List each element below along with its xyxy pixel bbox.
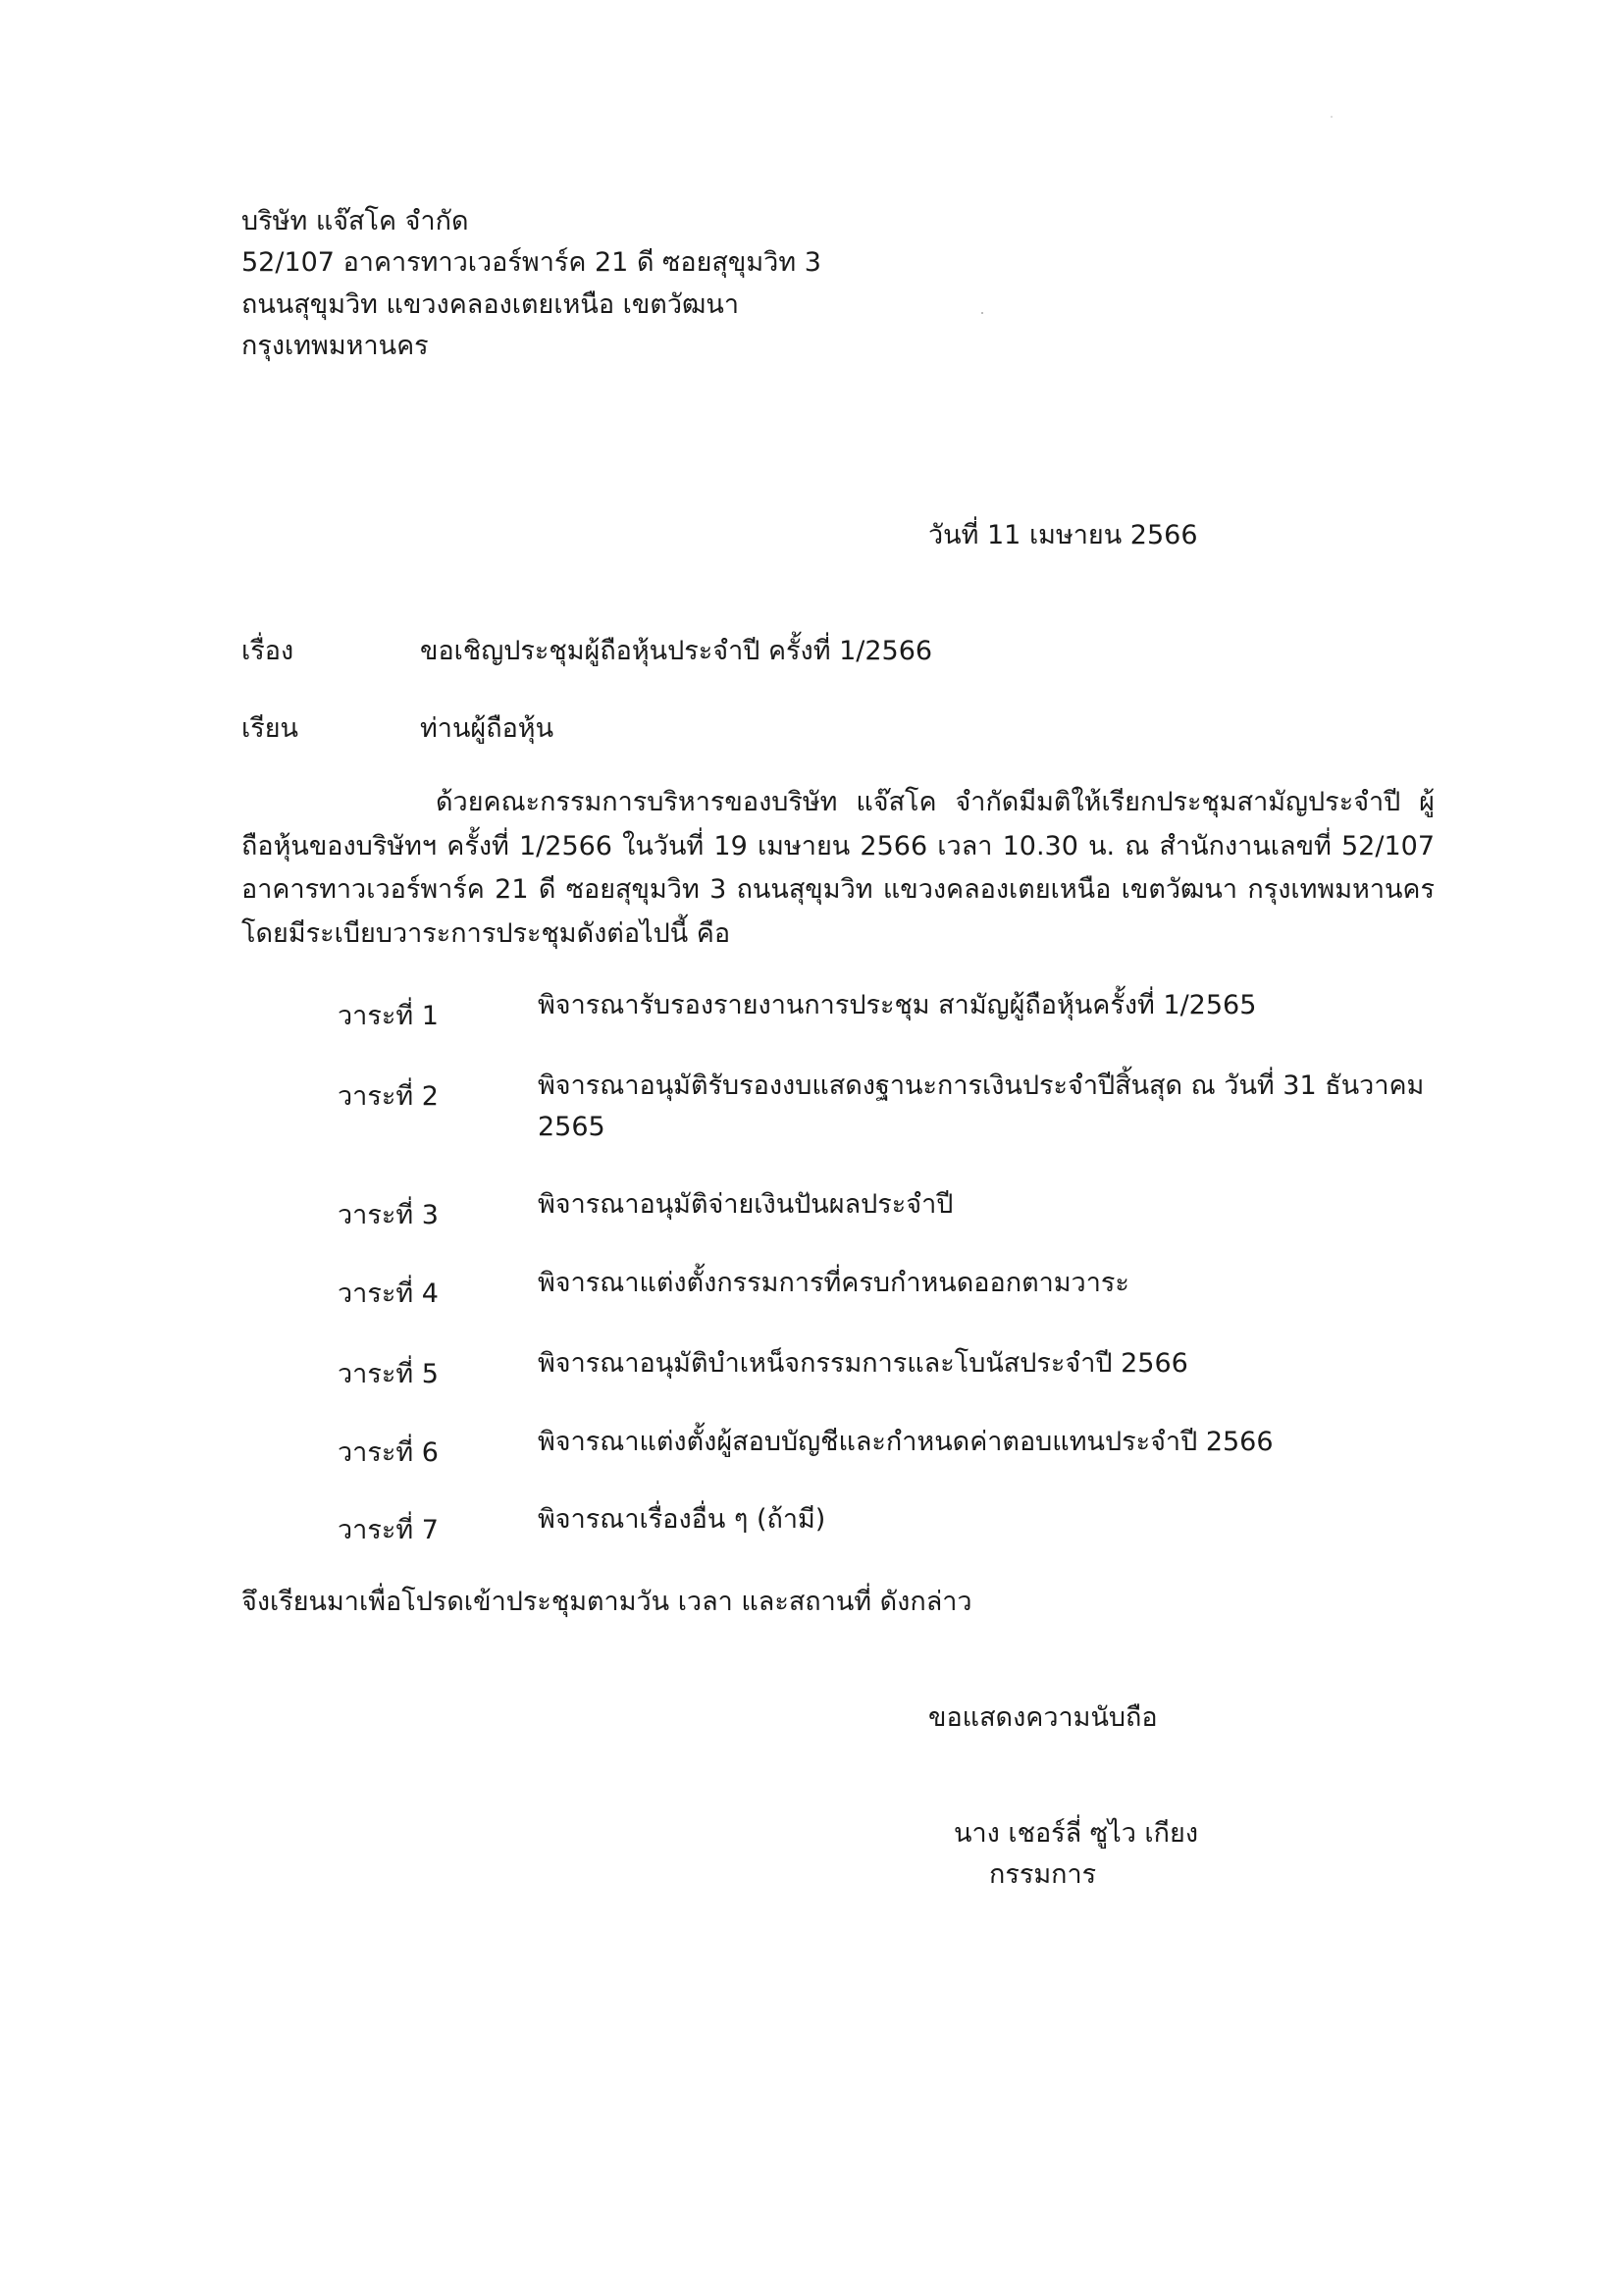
agenda-text: พิจารณาอนุมัติบำเหน็จกรรมการและโบนัสประจำปี 2566 (538, 1348, 1188, 1379)
scan-speck (1331, 116, 1333, 118)
agenda-text: พิจารณาอนุมัติรับรองงบแสดงฐานะการเงินประจำปีสิ้นสุด ณ วันที่ 31 ธันวาคม 2565 (538, 1070, 1425, 1142)
agenda-text: พิจารณาแต่งตั้งผู้สอบบัญชีและกำหนดค่าตอบแทนประจำปี 2566 (538, 1427, 1274, 1457)
subject-label: เรื่อง (241, 636, 294, 666)
body-paragraph: ด้วยคณะกรรมการบริหารของบริษัท แจ๊สโค จำกัดมีมติให้เรียกประชุมสามัญประจำปี ผู้ถือหุ้นของบริษัทฯ ครั้งที่ 1/2566 ในวันที่ 19 เมษายน 2566 เวลา 10.30 น. ณ สำนักงานเลขที่ 52/107 อาคารทาวเวอร์พาร์ค 21 ดี ซอยสุขุมวิท 3 ถนนสุขุมวิท แขวงคลองเตยเหนือ เขตวัฒนา กรุงเทพมหานคร โดยมีระเบียบวาระการประชุมดังต่อไปนี้ คือ (241, 787, 1435, 949)
closing-salutation: ขอแสดงความนับถือ (928, 1702, 1158, 1733)
sender-address-line2: ถนนสุขุมวิท แขวงคลองเตยเหนือ เขตวัฒนา (241, 289, 740, 320)
agenda-text: พิจารณาเรื่องอื่น ๆ (ถ้ามี) (538, 1504, 826, 1535)
signatory-name: นาง เชอร์ลี่ ซูไว เกียง (954, 1818, 1199, 1849)
salutation-text: ท่านผู้ถือหุ้น (420, 713, 554, 744)
letter-date: วันที่ 11 เมษายน 2566 (928, 520, 1198, 550)
sender-company: บริษัท แจ๊สโค จำกัด (241, 206, 469, 236)
salutation-label: เรียน (241, 713, 299, 744)
subject-text: ขอเชิญประชุมผู้ถือหุ้นประจำปี ครั้งที่ 1/2566 (420, 636, 933, 666)
agenda-text: พิจารณาแต่งตั้งกรรมการที่ครบกำหนดออกตามวาระ (538, 1268, 1129, 1298)
agenda-label: วาระที่ 2 (338, 1081, 439, 1112)
sender-address-line3: กรุงเทพมหานคร (241, 331, 429, 361)
sender-address-line1: 52/107 อาคารทาวเวอร์พาร์ค 21 ดี ซอยสุขุมวิท 3 (241, 247, 821, 278)
agenda-label: วาระที่ 4 (338, 1278, 439, 1309)
agenda-label: วาระที่ 5 (338, 1359, 439, 1389)
closing-sentence: จึงเรียนมาเพื่อโปรดเข้าประชุมตามวัน เวลา และสถานที่ ดังกล่าว (241, 1587, 972, 1617)
agenda-label: วาระที่ 1 (338, 1001, 439, 1031)
scan-speck (981, 312, 983, 314)
agenda-label: วาระที่ 3 (338, 1200, 439, 1230)
agenda-text: พิจารณาอนุมัติจ่ายเงินปันผลประจำปี (538, 1189, 954, 1220)
signatory-title: กรรมการ (989, 1859, 1097, 1890)
agenda-label: วาระที่ 7 (338, 1515, 439, 1545)
agenda-label: วาระที่ 6 (338, 1437, 439, 1468)
agenda-text: พิจารณารับรองรายงานการประชุม สามัญผู้ถือหุ้นครั้งที่ 1/2565 (538, 990, 1257, 1020)
